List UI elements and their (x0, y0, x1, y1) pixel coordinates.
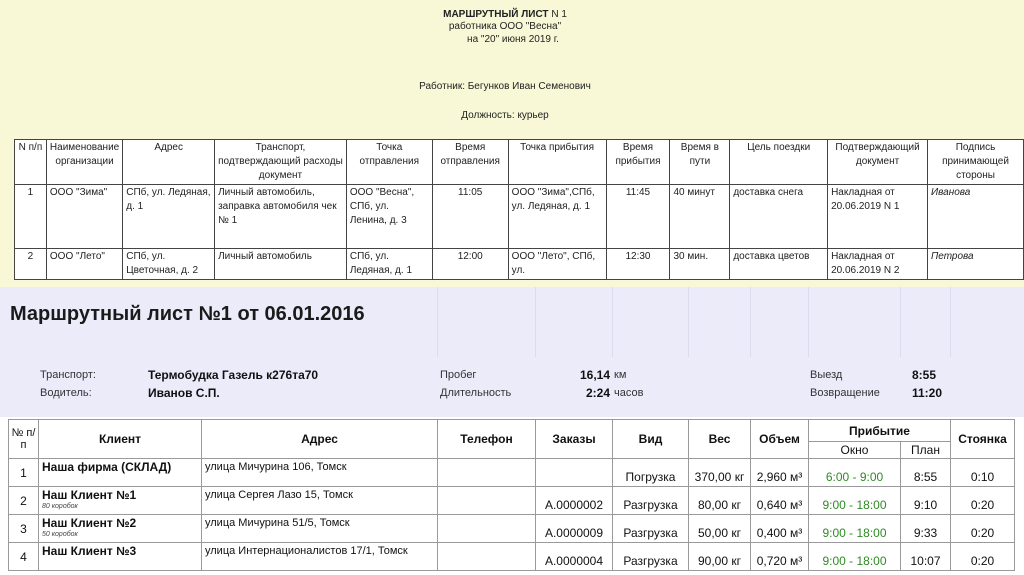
top-header-cell: Время в пути (670, 140, 730, 185)
row-plan: 10:07 (901, 543, 951, 571)
top-header-cell: Точка отправления (346, 140, 432, 185)
top-cell: 12:30 (606, 249, 670, 280)
top-cell: СПб, ул. Цветочная, д. 2 (123, 249, 215, 280)
grid-line (437, 287, 438, 357)
grid-line (950, 287, 951, 357)
row-volume: 0,400 м³ (751, 515, 809, 543)
bottom-title: Маршрутный лист №1 от 06.01.2016 (10, 303, 365, 325)
row-client (39, 543, 202, 571)
row-volume: 0,640 м³ (751, 487, 809, 515)
mileage-unit: км (614, 369, 627, 381)
row-num: 4 (9, 543, 39, 571)
header-band (0, 287, 1024, 417)
row-order (536, 459, 613, 487)
row-order: А.0000009 (536, 515, 613, 543)
duration-unit: часов (614, 387, 644, 399)
header-address: Адрес (202, 420, 438, 459)
top-position: Должность: курьер (461, 110, 549, 121)
row-address: улица Сергея Лазо 15, Томск (202, 487, 438, 515)
mileage-label: Пробег (440, 369, 477, 381)
row-order: А.0000002 (536, 487, 613, 515)
header-window: Окно (809, 442, 901, 459)
top-employer: работника ООО "Весна" (448, 21, 562, 32)
top-cell: ООО "Зима" (46, 185, 122, 249)
mileage-value: 16,14 (579, 368, 610, 382)
top-cell: 2 (15, 249, 47, 280)
top-header-cell: N п/п (15, 140, 47, 185)
row-client (39, 487, 202, 515)
top-title-text: МАРШРУТНЫЙ ЛИСТ (443, 9, 549, 20)
duration-label: Длительность (440, 387, 512, 399)
top-header-cell: Время прибытия (606, 140, 670, 185)
row-kind: Разгрузка (613, 487, 689, 515)
grid-line (808, 287, 809, 357)
top-cell: 11:05 (432, 185, 508, 249)
row-window: 9:00 - 18:00 (809, 515, 901, 543)
top-cell: Личный автомобиль (215, 249, 347, 280)
client-name: Наш Клиент №3 (42, 544, 137, 558)
top-header-cell: Точка прибытия (508, 140, 606, 185)
header-orders: Заказы (536, 420, 613, 459)
row-address: улица Интернационалистов 17/1, Томск (202, 543, 438, 571)
grid-line (688, 287, 689, 357)
driver-value: Иванов С.П. (148, 386, 220, 400)
header-client: Клиент (39, 420, 202, 459)
header-weight: Вес (689, 420, 751, 459)
duration-value: 2:24 (585, 386, 610, 400)
row-window: 9:00 - 18:00 (809, 487, 901, 515)
row-window: 6:00 - 9:00 (809, 459, 901, 487)
row-volume: 2,960 м³ (751, 459, 809, 487)
top-header-cell: Подпись принимающей стороны (928, 140, 1024, 185)
top-cell: Личный автомобиль, заправка автомобиля чек № 1 (215, 185, 347, 249)
table-row (9, 515, 1015, 543)
top-signature: Петрова (928, 249, 1024, 280)
grid-line (535, 287, 536, 357)
client-name: Наш Клиент №1 (42, 488, 137, 502)
transport-value: Термобудка Газель к276та70 (148, 368, 319, 382)
header-phone: Телефон (438, 420, 536, 459)
bottom-route-table (8, 419, 1015, 571)
top-header-cell: Транспорт, подтверждающий расходы документ (215, 140, 347, 185)
row-client (39, 459, 202, 487)
departure-value: 8:55 (912, 368, 937, 382)
driver-label: Водитель: (40, 387, 92, 399)
top-cell: ООО "Лето", СПб, ул. (508, 249, 606, 280)
row-kind: Разгрузка (613, 515, 689, 543)
bottom-header-row (9, 420, 1015, 442)
client-note: 50 коробок (42, 531, 78, 538)
row-stop: 0:20 (951, 543, 1015, 571)
row-weight: 80,00 кг (689, 487, 751, 515)
row-kind: Погрузка (613, 459, 689, 487)
row-stop: 0:20 (951, 515, 1015, 543)
top-cell: доставка цветов (730, 249, 828, 280)
top-header-cell: Время отправления (432, 140, 508, 185)
return-label: Возвращение (810, 387, 880, 399)
top-title-number: N 1 (551, 9, 567, 20)
client-note: 80 коробок (42, 503, 78, 510)
top-cell: Накладная от 20.06.2019 N 2 (828, 249, 928, 280)
grid-line (612, 287, 613, 357)
row-window: 9:00 - 18:00 (809, 543, 901, 571)
row-plan: 9:10 (901, 487, 951, 515)
top-cell: 12:00 (432, 249, 508, 280)
top-header-cell: Наименование организации (46, 140, 122, 185)
top-table-row (15, 185, 1024, 249)
header-arrival: Прибытие (809, 420, 951, 442)
header-stop: Стоянка (951, 420, 1015, 459)
row-num: 2 (9, 487, 39, 515)
top-route-table (14, 139, 1024, 280)
top-signature: Иванова (928, 185, 1024, 249)
header-volume: Объем (751, 420, 809, 459)
row-weight: 370,00 кг (689, 459, 751, 487)
row-order: А.0000004 (536, 543, 613, 571)
route-sheet-2016 (0, 287, 1024, 575)
row-num: 3 (9, 515, 39, 543)
row-num: 1 (9, 459, 39, 487)
top-cell: 30 мин. (670, 249, 730, 280)
top-cell: 40 минут (670, 185, 730, 249)
top-date: на "20" июня 2019 г. (467, 34, 559, 45)
top-cell: Накладная от 20.06.2019 N 1 (828, 185, 928, 249)
top-table-row (15, 249, 1024, 280)
top-cell: ООО "Зима",СПб, ул. Ледяная, д. 1 (508, 185, 606, 249)
top-header-cell: Подтверждающий документ (828, 140, 928, 185)
header-num: № п/п (9, 420, 39, 459)
top-cell: ООО "Весна", СПб, ул. Ленина, д. 3 (346, 185, 432, 249)
header-plan: План (901, 442, 951, 459)
return-value: 11:20 (912, 386, 943, 400)
row-volume: 0,720 м³ (751, 543, 809, 571)
row-client (39, 515, 202, 543)
top-cell: СПб, ул. Ледяная, д. 1 (123, 185, 215, 249)
top-cell: ООО "Лето" (46, 249, 122, 280)
row-weight: 50,00 кг (689, 515, 751, 543)
table-row (9, 543, 1015, 571)
top-cell: СПб, ул. Ледяная, д. 1 (346, 249, 432, 280)
grid-line (750, 287, 751, 357)
route-sheet-2019 (0, 0, 1024, 287)
row-phone (438, 459, 536, 487)
table-row (9, 459, 1015, 487)
client-name: Наш Клиент №2 (42, 516, 137, 530)
top-header-cell: Цель поездки (730, 140, 828, 185)
top-worker: Работник: Бегунков Иван Семенович (419, 81, 591, 92)
row-phone (438, 543, 536, 571)
row-plan: 8:55 (901, 459, 951, 487)
row-phone (438, 515, 536, 543)
row-address: улица Мичурина 51/5, Томск (202, 515, 438, 543)
transport-label: Транспорт: (40, 369, 96, 381)
row-phone (438, 487, 536, 515)
top-header-cell: Адрес (123, 140, 215, 185)
row-stop: 0:20 (951, 487, 1015, 515)
top-cell: 1 (15, 185, 47, 249)
table-row (9, 487, 1015, 515)
grid-line (900, 287, 901, 357)
row-address: улица Мичурина 106, Томск (202, 459, 438, 487)
row-stop: 0:10 (951, 459, 1015, 487)
departure-label: Выезд (810, 369, 843, 381)
top-cell: 11:45 (606, 185, 670, 249)
row-weight: 90,00 кг (689, 543, 751, 571)
header-kind: Вид (613, 420, 689, 459)
client-name: Наша фирма (СКЛАД) (42, 460, 172, 474)
row-kind: Разгрузка (613, 543, 689, 571)
row-plan: 9:33 (901, 515, 951, 543)
top-title (0, 9, 1010, 20)
top-cell: доставка снега (730, 185, 828, 249)
top-table-header-row (15, 140, 1024, 185)
